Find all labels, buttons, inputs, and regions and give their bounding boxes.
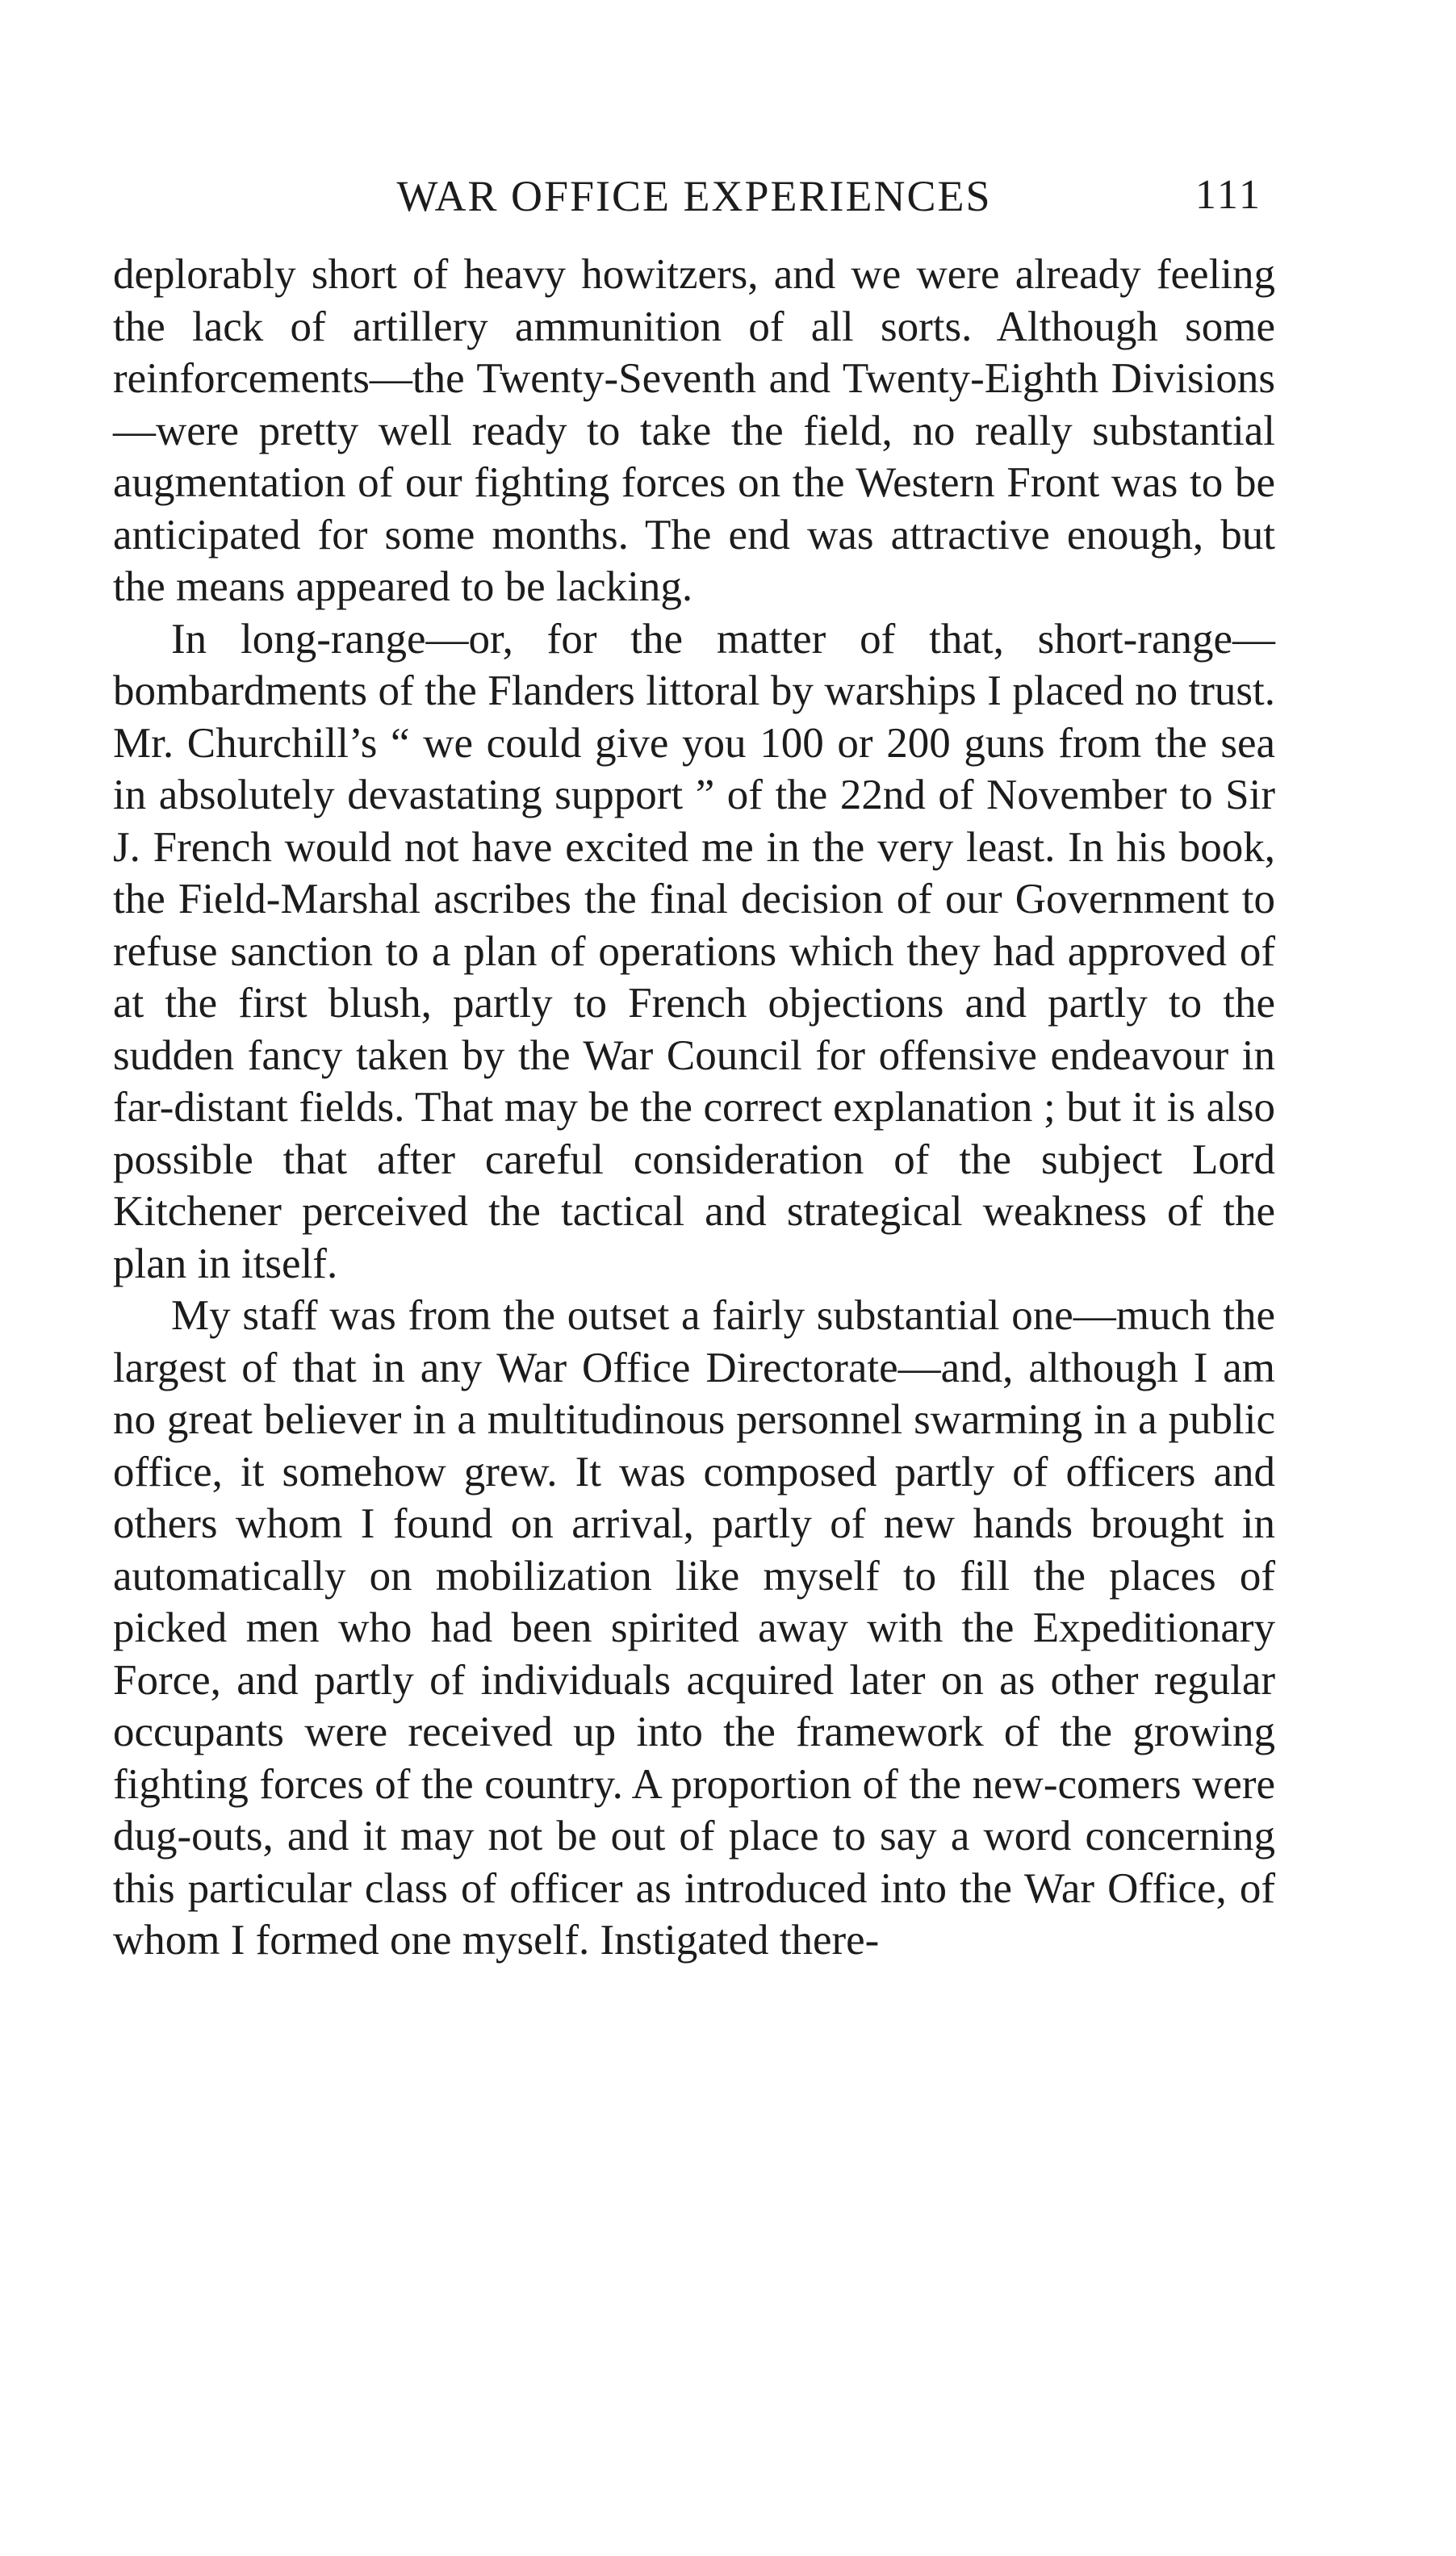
running-head	[113, 161, 1275, 226]
paragraph-staff: My staff was from the outset a fairly substantial one—much the largest of that in any War Office Directorate—and, although I am no great believer in a multitudinous personnel swarming in a public office, it somehow grew. It was composed partly of officers and others whom I found on arrival, partly of new hands brought in automatically on mobilization like myself to fill the places of picked men who had been spirited away with the Expeditionary Force, and partly of individuals acquired later on as other regular occupants were received up into the framework of the growing fighting forces of the country. A proportion of the new-comers were dug-outs, and it may not be out of place to say a word concerning this particular class of officer as introduced into the War Office, of whom I formed one myself. Instigated there-	[113, 1292, 1275, 1964]
page-number: 111	[1195, 172, 1262, 218]
running-title: WAR OFFICE EXPERIENCES	[396, 172, 992, 220]
paragraph-continued: deplorably short of heavy howitzers, and we were already feeling the lack of artillery ammunition of all sorts. Although some reinforcements—the Twenty-Seventh and Twenty-Eighth Divisions—were pretty well ready to take the field, no really substantial augmentation of our fighting forces on the Western Front was to be anticipated for some months. The end was attractive enough, but the means appeared to be lacking.	[113, 251, 1275, 610]
book-page	[113, 161, 1275, 1967]
paragraph-bombardments: In long-range—or, for the matter of that, short-range—bombardments of the Flanders littoral by warships I placed no trust. Mr. Churchill’s “ we could give you 100 or 200 guns from the sea in absolutely devastating support ” of the 22nd of November to Sir J. French would not have excited me in the very least. In his book, the Field-Marshal ascribes the final decision of our Government to refuse sanction to a plan of operations which they had approved of at the first blush, partly to French objections and partly to the sudden fancy taken by the War Council for offensive endeavour in far-distant fields. That may be the correct explanation ; but it is also possible that after careful consideration of the subject Lord Kitchener perceived the tactical and strategical weakness of the plan in itself.	[113, 615, 1275, 1287]
body-text	[113, 249, 1275, 1967]
